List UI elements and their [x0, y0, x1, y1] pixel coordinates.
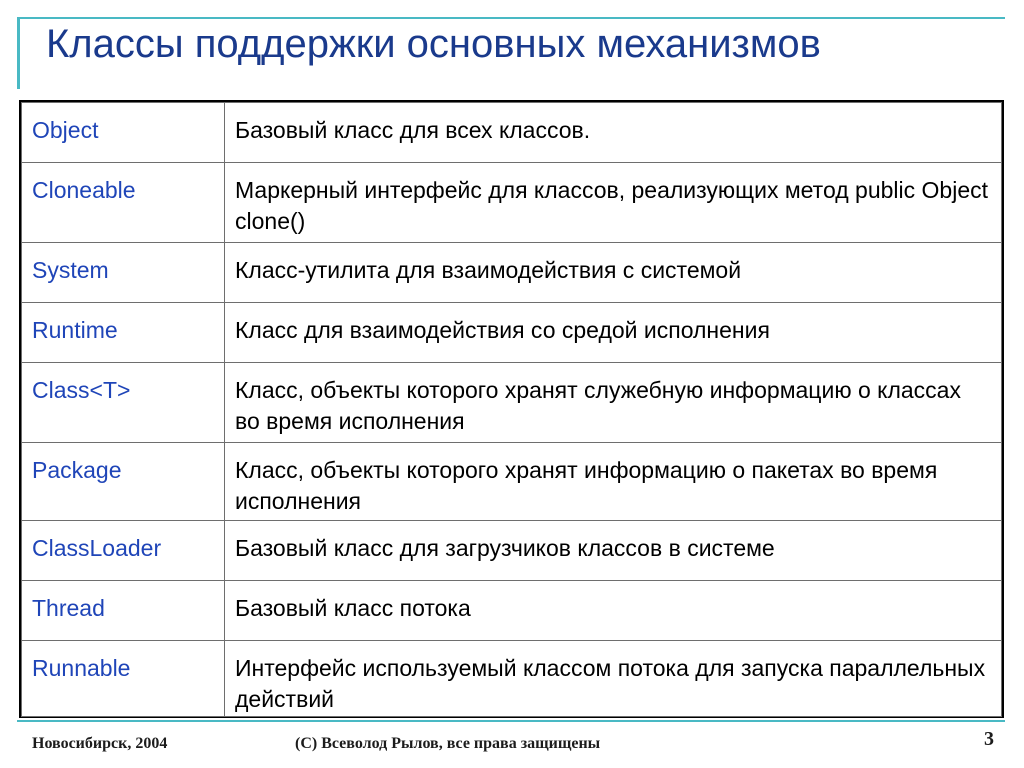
class-name-cell: Thread [22, 581, 225, 641]
table-row [22, 581, 1002, 641]
class-name-cell: Package [22, 443, 225, 521]
table-row [22, 641, 1002, 717]
footer-copyright: (С) Всеволод Рылов, все права защищены [295, 735, 601, 752]
class-description-cell: Класс, объекты которого хранят информацию о пакетах во время исполнения [225, 443, 1002, 521]
table-row [22, 163, 1002, 243]
slide-title: Классы поддержки основных механизмов [46, 22, 821, 66]
accent-top-line [17, 17, 1005, 19]
class-description-cell: Интерфейс используемый классом потока для запуска параллельных действий [225, 641, 1002, 717]
classes-table [19, 100, 1004, 718]
class-name-cell: Object [22, 103, 225, 163]
class-description-cell: Класс, объекты которого хранят служебную информацию о классах во время исполнения [225, 363, 1002, 443]
class-description-cell: Маркерный интерфейс для классов, реализующих метод public Object clone() [225, 163, 1002, 243]
class-description-cell: Класс для взаимодействия со средой исполнения [225, 303, 1002, 363]
page-number: 3 [984, 728, 994, 750]
class-description-cell: Базовый класс для загрузчиков классов в системе [225, 521, 1002, 581]
accent-left-line [17, 17, 20, 89]
table-row [22, 303, 1002, 363]
class-name-cell: Runtime [22, 303, 225, 363]
table-row [22, 443, 1002, 521]
class-description-cell: Класс-утилита для взаимодействия с системой [225, 243, 1002, 303]
class-name-cell: System [22, 243, 225, 303]
class-name-cell: ClassLoader [22, 521, 225, 581]
table-row [22, 103, 1002, 163]
table-row [22, 521, 1002, 581]
class-name-cell: Class<T> [22, 363, 225, 443]
class-description-cell: Базовый класс для всех классов. [225, 103, 1002, 163]
class-name-cell: Runnable [22, 641, 225, 717]
table-row [22, 363, 1002, 443]
class-name-cell: Cloneable [22, 163, 225, 243]
footer-location: Новосибирск, 2004 [32, 735, 168, 752]
class-description-cell: Базовый класс потока [225, 581, 1002, 641]
table-row [22, 243, 1002, 303]
footer-divider [17, 720, 1005, 722]
